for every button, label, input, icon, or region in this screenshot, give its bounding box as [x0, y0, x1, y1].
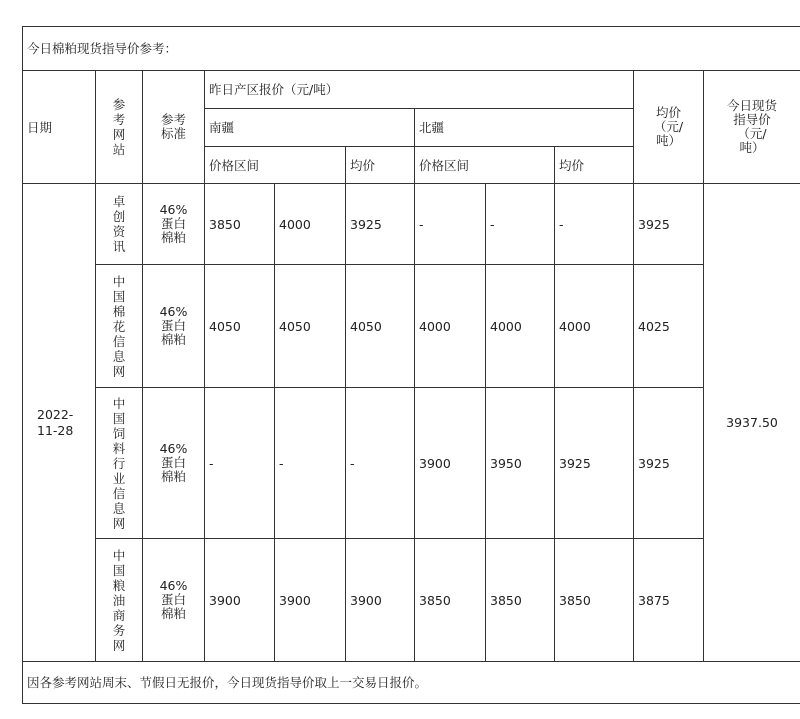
north-avg-cell: 3925 [555, 388, 634, 539]
header-north-range: 价格区间 [415, 147, 555, 184]
site-cell: 中国粮油商务网 [96, 539, 143, 662]
north-low-cell: 3900 [415, 388, 486, 539]
standard-cell: 46% 蛋白 棉粕 [143, 265, 205, 388]
header-north-avg: 均价 [555, 147, 634, 184]
south-avg-cell: - [346, 388, 415, 539]
south-high-cell: 4050 [275, 265, 346, 388]
north-high-cell: - [486, 184, 555, 265]
site-cell: 中国饲料行业信息网 [96, 388, 143, 539]
standard-cell: 46% 蛋白 棉粕 [143, 539, 205, 662]
south-high-cell: - [275, 388, 346, 539]
south-avg-cell: 4050 [346, 265, 415, 388]
header-north: 北疆 [415, 109, 634, 147]
header-avg-unit: 均价 （元/ 吨） [634, 71, 704, 184]
header-south-avg: 均价 [346, 147, 415, 184]
site-cell: 中国棉花信息网 [96, 265, 143, 388]
header-prev-price: 昨日产区报价（元/吨） [205, 71, 634, 109]
north-low-cell: 3850 [415, 539, 486, 662]
north-high-cell: 3950 [486, 388, 555, 539]
table-row [23, 388, 800, 539]
north-avg-cell: 3850 [555, 539, 634, 662]
date-cell: 2022-11-28 [23, 184, 96, 662]
footnote: 因各参考网站周末、节假日无报价，今日现货指导价取上一交易日报价。 [23, 662, 800, 704]
avg-cell: 3875 [634, 539, 704, 662]
header-south-range: 价格区间 [205, 147, 346, 184]
table-row [23, 265, 800, 388]
south-avg-cell: 3925 [346, 184, 415, 265]
south-avg-cell: 3900 [346, 539, 415, 662]
north-high-cell: 4000 [486, 265, 555, 388]
south-low-cell: - [205, 388, 275, 539]
north-avg-cell: 4000 [555, 265, 634, 388]
standard-cell: 46% 蛋白 棉粕 [143, 184, 205, 265]
header-standard: 参考 标准 [143, 71, 205, 184]
north-high-cell: 3850 [486, 539, 555, 662]
avg-cell: 4025 [634, 265, 704, 388]
header-today-price: 今日现货 指导价 （元/ 吨） [704, 71, 800, 184]
header-south: 南疆 [205, 109, 415, 147]
standard-cell: 46% 蛋白 棉粕 [143, 388, 205, 539]
south-low-cell: 3850 [205, 184, 275, 265]
avg-cell: 3925 [634, 388, 704, 539]
north-low-cell: - [415, 184, 486, 265]
table-title: 今日棉粕现货指导价参考： [23, 27, 800, 71]
today-price-cell: 3937.50 [704, 184, 800, 662]
south-low-cell: 3900 [205, 539, 275, 662]
north-low-cell: 4000 [415, 265, 486, 388]
table-row [23, 539, 800, 662]
header-site: 参考网站 [96, 71, 143, 184]
north-avg-cell: - [555, 184, 634, 265]
south-high-cell: 3900 [275, 539, 346, 662]
south-high-cell: 4000 [275, 184, 346, 265]
south-low-cell: 4050 [205, 265, 275, 388]
cotton-meal-price-table [22, 26, 800, 704]
avg-cell: 3925 [634, 184, 704, 265]
table-row [23, 184, 800, 265]
header-date: 日期 [23, 71, 96, 184]
site-cell: 卓创资讯 [96, 184, 143, 265]
